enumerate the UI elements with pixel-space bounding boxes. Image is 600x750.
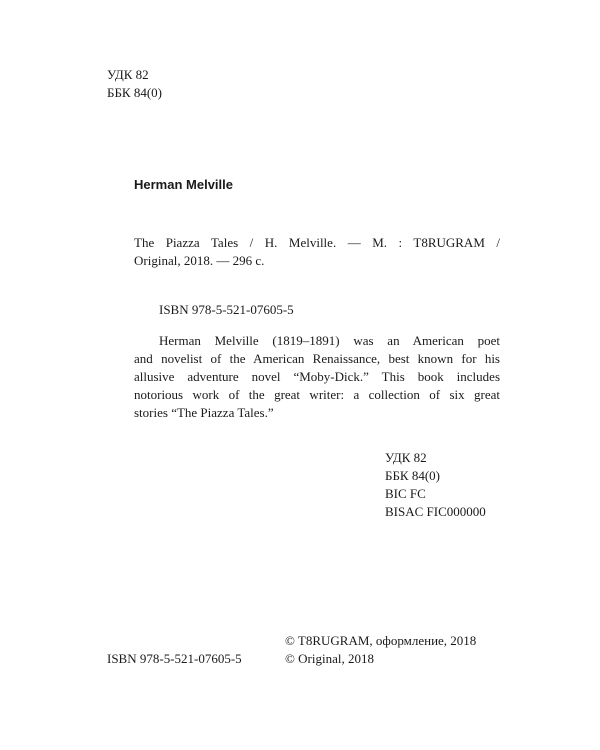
abstract-paragraph (134, 332, 500, 422)
copyright-line-design: © T8RUGRAM, оформление, 2018 (285, 633, 477, 648)
abstract-line-2: and novelist of the American Renaissance, best known for his (134, 351, 500, 366)
isbn-bottom: ISBN 978-5-521-07605-5 (107, 651, 242, 666)
header-classification-codes (107, 66, 162, 102)
udk-code-secondary: УДК 82 (385, 450, 427, 465)
citation-line-2: Original, 2018. — 296 с. (134, 253, 265, 268)
isbn-inline: ISBN 978-5-521-07605-5 (159, 302, 294, 317)
author-name: Herman Melville (134, 177, 233, 192)
abstract-line-1: Herman Melville (1819–1891) was an American poet (159, 333, 500, 348)
bibliographic-citation (134, 234, 500, 270)
bbk-code-secondary: ББК 84(0) (385, 468, 441, 483)
bisac-code: BISAC FIC000000 (385, 504, 486, 519)
citation-line-1: The Piazza Tales / H. Melville. — M. : T8RUGRAM / (134, 235, 500, 250)
bbk-code: ББК 84(0) (107, 85, 163, 100)
copyright-block (285, 632, 476, 668)
abstract-line-3: allusive adventure novel “Moby-Dick.” This book includes (134, 369, 500, 384)
abstract-line-4: notorious work of the great writer: a collection of six great (134, 387, 500, 402)
udk-code: УДК 82 (107, 67, 149, 82)
copyright-line-original: © Original, 2018 (285, 651, 374, 666)
classification-codes-block (385, 449, 486, 521)
bic-code: BIC FC (385, 486, 426, 501)
abstract-line-5: stories “The Piazza Tales.” (134, 405, 274, 420)
